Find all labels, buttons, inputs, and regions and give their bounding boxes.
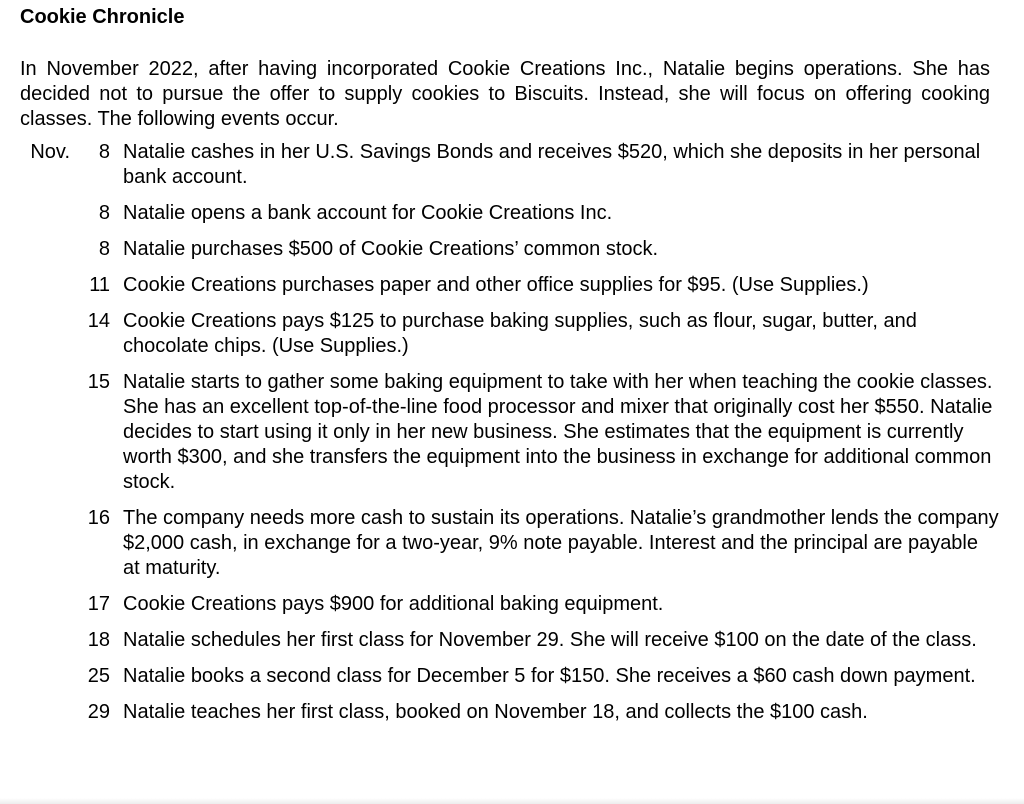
event-row (20, 592, 1000, 617)
event-row (20, 700, 1000, 725)
event-day: 11 (89, 274, 110, 296)
event-row (20, 664, 1000, 689)
event-row (20, 309, 1000, 359)
event-day: 17 (87, 593, 110, 615)
event-description: Natalie books a second class for December 5 for $150. She receives a $60 cash down payment. (123, 665, 976, 687)
event-row (20, 370, 1000, 495)
event-description: Cookie Creations pays $900 for additional baking equipment. (123, 593, 664, 615)
event-day: 18 (87, 629, 110, 651)
event-day: 8 (98, 141, 110, 163)
event-row (20, 201, 1000, 226)
intro-paragraph: In November 2022, after having incorporated Cookie Creations Inc., Natalie begins operations. She has decided not to pursue the offer to supply cookies to Biscuits. Instead, she will focus on offering cooking classes. The following events occur. (20, 58, 990, 130)
event-day: 16 (87, 507, 110, 529)
event-day: 25 (87, 665, 110, 687)
event-list (20, 140, 1000, 725)
event-description: Natalie starts to gather some baking equipment to take with her when teaching the cookie classes. She has an excellent top-of-the-line food processor and mixer that originally cost her $550. Natalie decides to start using it only in her new business. She estimates that the equipment is currently worth $300, and she transfers the equipment into the business in exchange for additional common stock. (123, 371, 993, 493)
event-row (20, 140, 1000, 190)
event-row (20, 628, 1000, 653)
event-day: 14 (87, 310, 110, 332)
page-title: Cookie Chronicle (20, 6, 185, 28)
event-row (20, 237, 1000, 262)
page-bottom-edge (0, 798, 1024, 804)
event-day: 15 (87, 371, 110, 393)
event-description: Natalie cashes in her U.S. Savings Bonds and receives $520, which she deposits in her personal bank account. (123, 141, 981, 188)
event-description: Cookie Creations purchases paper and other office supplies for $95. (Use Supplies.) (123, 274, 869, 296)
event-description: Natalie opens a bank account for Cookie Creations Inc. (123, 202, 613, 224)
event-description: Natalie schedules her first class for November 29. She will receive $100 on the date of the class. (123, 629, 977, 651)
event-row (20, 506, 1000, 581)
event-row (20, 273, 1000, 298)
event-month: Nov. (30, 141, 70, 163)
event-description: Cookie Creations pays $125 to purchase baking supplies, such as flour, sugar, butter, and chocolate chips. (Use Supplies.) (123, 310, 917, 357)
event-day: 8 (98, 202, 110, 224)
event-description: The company needs more cash to sustain its operations. Natalie’s grandmother lends the company $2,000 cash, in exchange for a two-year, 9% note payable. Interest and the principal are payable at maturity. (123, 507, 999, 579)
event-day: 29 (87, 701, 110, 723)
event-day: 8 (98, 238, 110, 260)
event-description: Natalie purchases $500 of Cookie Creations’ common stock. (123, 238, 659, 260)
event-description: Natalie teaches her first class, booked on November 18, and collects the $100 cash. (123, 701, 868, 723)
